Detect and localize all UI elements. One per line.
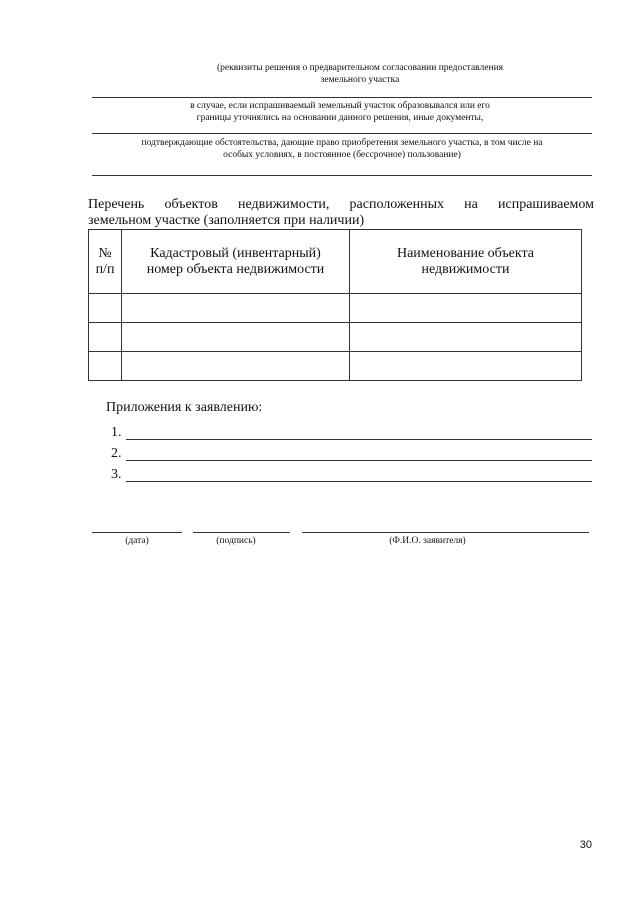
applicant-name-label: (Ф.И.О. заявителя) <box>389 536 466 546</box>
table-cell[interactable] <box>89 323 122 352</box>
table-row <box>89 323 582 352</box>
attachments-title: Приложения к заявлению: <box>106 400 263 415</box>
attachment-number-2: 2. <box>111 446 122 461</box>
table-cell[interactable] <box>122 352 350 381</box>
fill-line-conditions <box>92 175 592 176</box>
attachment-number-3: 3. <box>111 467 122 482</box>
attachment-line-1[interactable] <box>126 439 592 440</box>
table-row <box>89 352 582 381</box>
table-cell[interactable] <box>122 323 350 352</box>
page-number: 30 <box>579 839 592 851</box>
caption-line3: в случае, если испрашиваемый земельный участок образовывался или его <box>190 101 490 111</box>
requisites-caption-line2: земельного участка <box>320 75 400 85</box>
col-number-header: № п/п <box>89 230 122 294</box>
table-cell[interactable] <box>89 352 122 381</box>
date-line[interactable] <box>92 532 182 533</box>
applicant-name-line[interactable] <box>302 532 589 533</box>
table-cell[interactable] <box>350 323 582 352</box>
table-cell[interactable] <box>89 294 122 323</box>
table-row <box>89 294 582 323</box>
fill-line-requisites <box>92 97 592 98</box>
signature-label: (подпись) <box>216 536 256 546</box>
requisites-caption-line1: (реквизиты решения о предварительном согласовании предоставления <box>216 63 504 73</box>
col-object-name-header: Наименование объекта недвижимости <box>350 230 582 294</box>
objects-heading-line2: земельном участке (заполняется при наличии) <box>88 213 365 228</box>
table-cell[interactable] <box>350 294 582 323</box>
caption-line4: границы уточнялись на основании данного решения, иные документы, <box>196 113 484 123</box>
table-header-row <box>89 230 582 294</box>
attachment-line-2[interactable] <box>126 460 592 461</box>
caption-line6: особых условиях, в постоянное (бессрочное) пользование) <box>223 150 461 160</box>
table-cell[interactable] <box>122 294 350 323</box>
signature-line[interactable] <box>193 532 290 533</box>
caption-line5: подтверждающие обстоятельства, дающие право приобретения земельного участка, в том числе на <box>141 138 543 148</box>
attachment-line-3[interactable] <box>126 481 592 482</box>
attachment-number-1: 1. <box>111 425 122 440</box>
objects-table <box>88 229 582 381</box>
fill-line-documents <box>92 133 592 134</box>
date-label: (дата) <box>125 536 149 546</box>
table-cell[interactable] <box>350 352 582 381</box>
col-cadastral-header: Кадастровый (инвентарный) номер объекта недвижимости <box>122 230 350 294</box>
objects-heading-line1: Перечень объектов недвижимости, расположенных на испрашиваемом <box>88 197 594 212</box>
